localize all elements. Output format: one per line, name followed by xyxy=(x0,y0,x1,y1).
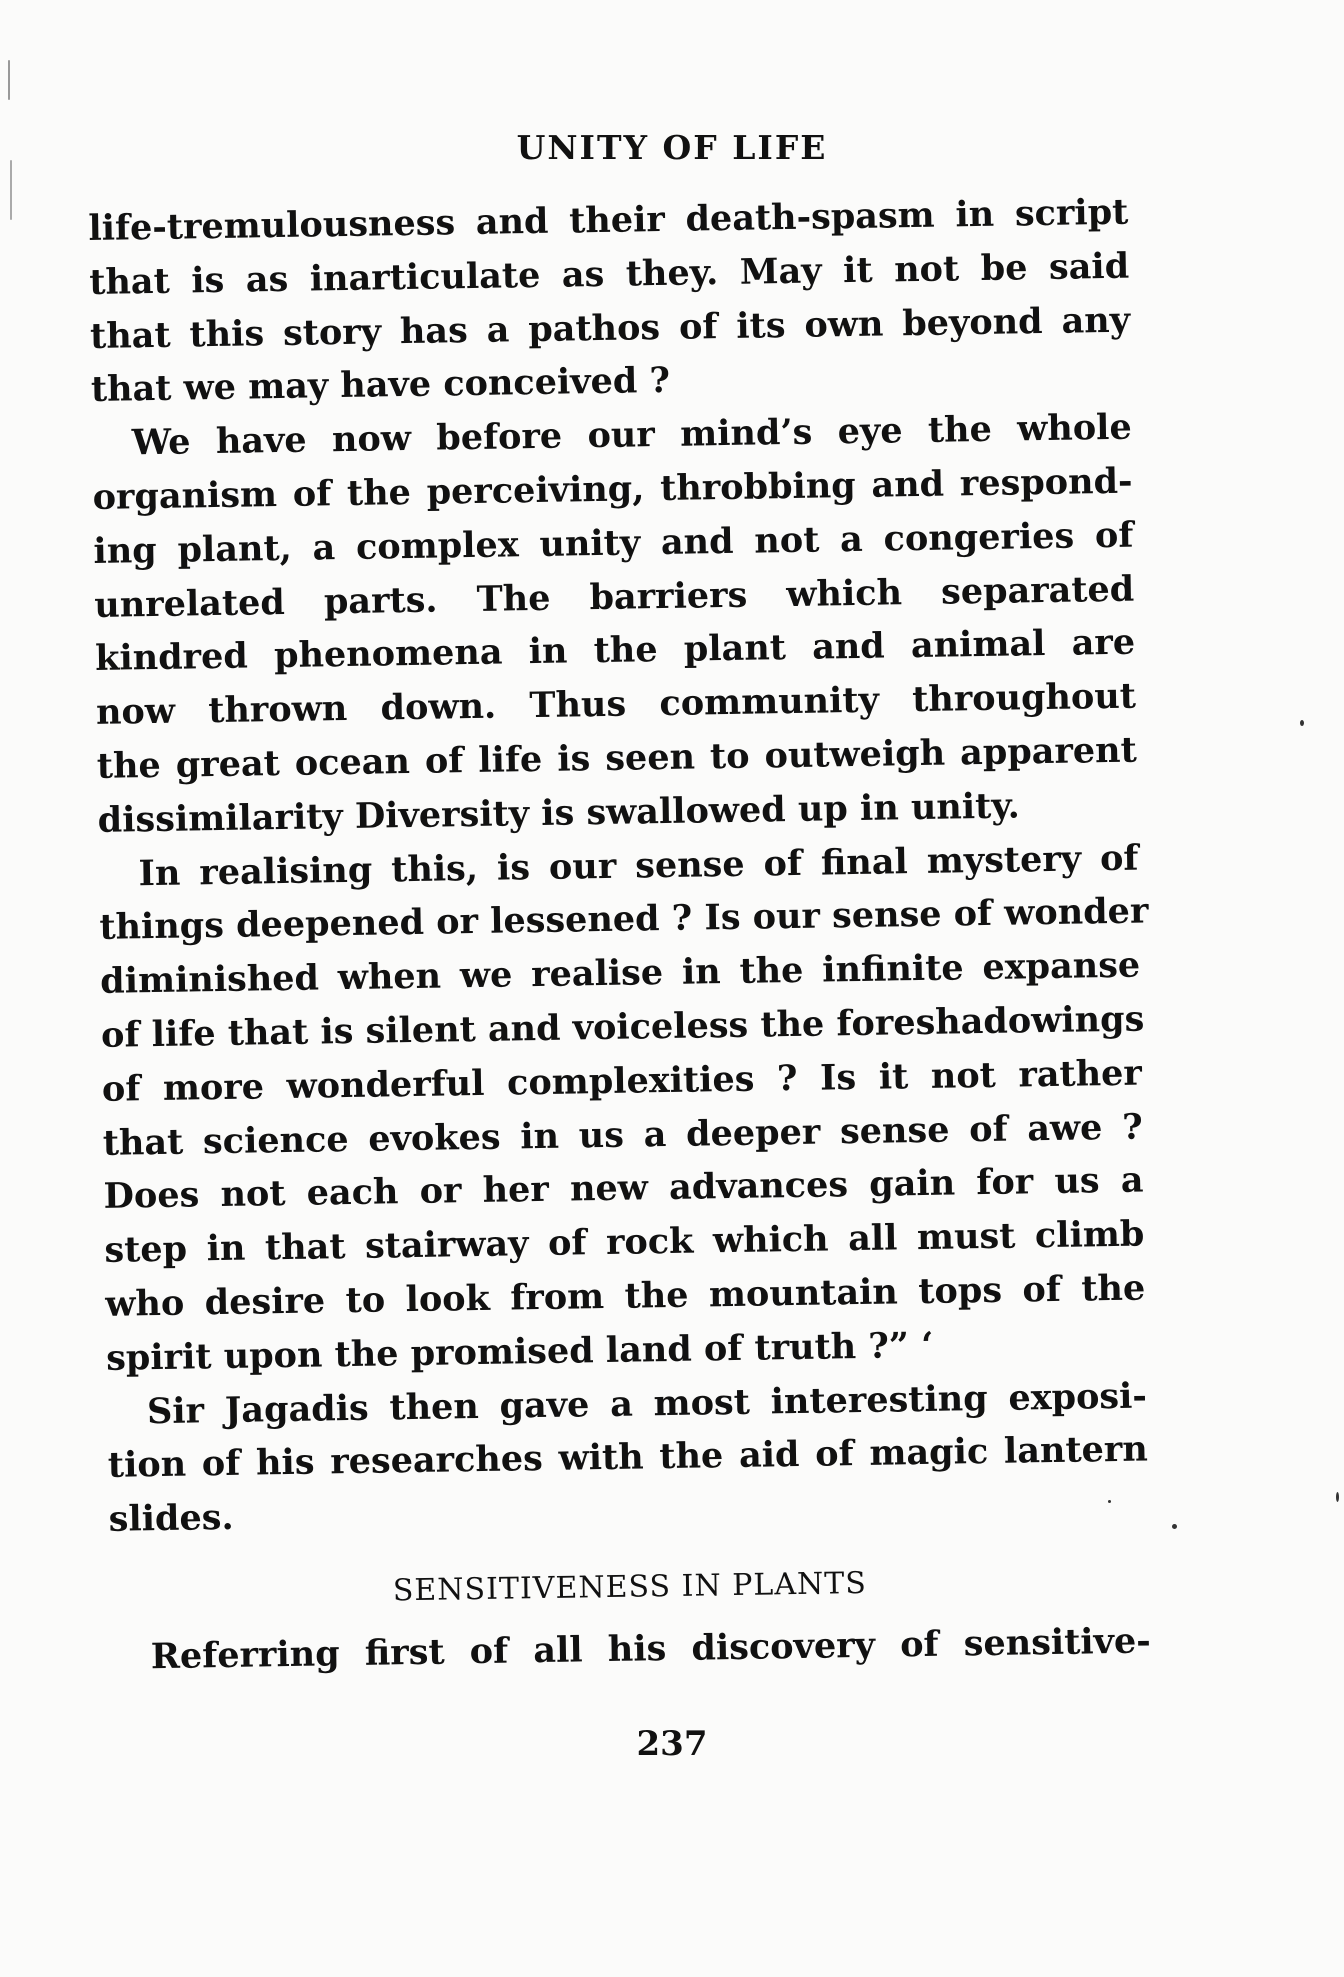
text-line: Referring first of all his discovery of sensitive- xyxy=(150,1620,1152,1677)
text-line: Does not each or her new advances gain for us a xyxy=(103,1159,1144,1218)
text-line: ing plant, a complex unity and not a congeries of xyxy=(93,514,1134,572)
text-line: step in that stairway of rock which all must climb xyxy=(104,1213,1145,1272)
text-line: tion of his researches with the aid of magic lantern xyxy=(107,1428,1149,1487)
text-line: Sir Jagadis then gave a most interesting exposi- xyxy=(146,1375,1148,1432)
running-head: UNITY OF LIFE xyxy=(516,128,828,167)
text-line: that we may have conceived ? xyxy=(90,360,671,411)
text-line: the great ocean of life is seen to outweigh apparent xyxy=(96,729,1138,787)
section-heading: SENSITIVENESS IN PLANTS xyxy=(392,1565,868,1609)
paragraph-5 xyxy=(110,1614,1151,1684)
text-line: kindred phenomena in the plant and animal are xyxy=(94,621,1136,680)
scan-speck xyxy=(1108,1500,1111,1503)
text-line: organism of the perceiving, throbbing and respond- xyxy=(92,460,1133,518)
paragraph-4 xyxy=(107,1369,1149,1547)
paragraph-2 xyxy=(91,401,1138,848)
text-line: diminished when we realise in the infinite expanse xyxy=(99,944,1141,1003)
text-line: that is as inarticulate as they. May it not be said xyxy=(88,245,1130,303)
text-line: life-tremulousness and their death-spasm in script xyxy=(88,191,1129,249)
paragraph-3 xyxy=(98,831,1149,1385)
text-line: In realising this, is our sense of final mystery of xyxy=(138,837,1139,894)
text-line: who desire to look from the mountain tops of the xyxy=(104,1267,1146,1325)
scan-speck xyxy=(1172,1524,1177,1529)
scan-speck xyxy=(10,160,12,220)
scan-speck xyxy=(1300,720,1304,726)
text-line: that this story has a pathos of its own beyond any xyxy=(89,299,1131,357)
text-line: slides. xyxy=(108,1497,234,1540)
page-number: 237 xyxy=(636,1724,708,1764)
text-line: of life that is silent and voiceless the foreshadowings xyxy=(100,998,1145,1056)
text-line: of more wonderful complexities ? Is it not rather xyxy=(101,1052,1143,1110)
scan-speck xyxy=(1336,1492,1339,1502)
text-line: that science evokes in us a deeper sense of awe ? xyxy=(102,1106,1143,1164)
text-line: We have now before our mind’s eye the whole xyxy=(131,406,1132,464)
text-line: things deepened or lessened ? Is our sense of wonder xyxy=(99,890,1149,949)
text-line: unrelated parts. The barriers which separated xyxy=(94,568,1135,626)
text-line: spirit upon the promised land of truth ?” ‘ xyxy=(105,1324,934,1379)
scan-speck xyxy=(8,60,10,100)
paragraph-1 xyxy=(88,186,1131,417)
text-line: dissimilarity Diversity is swallowed up in unity. xyxy=(97,785,1021,841)
body-text xyxy=(88,186,1151,1685)
text-line: now thrown down. Thus community throughout xyxy=(95,675,1137,734)
